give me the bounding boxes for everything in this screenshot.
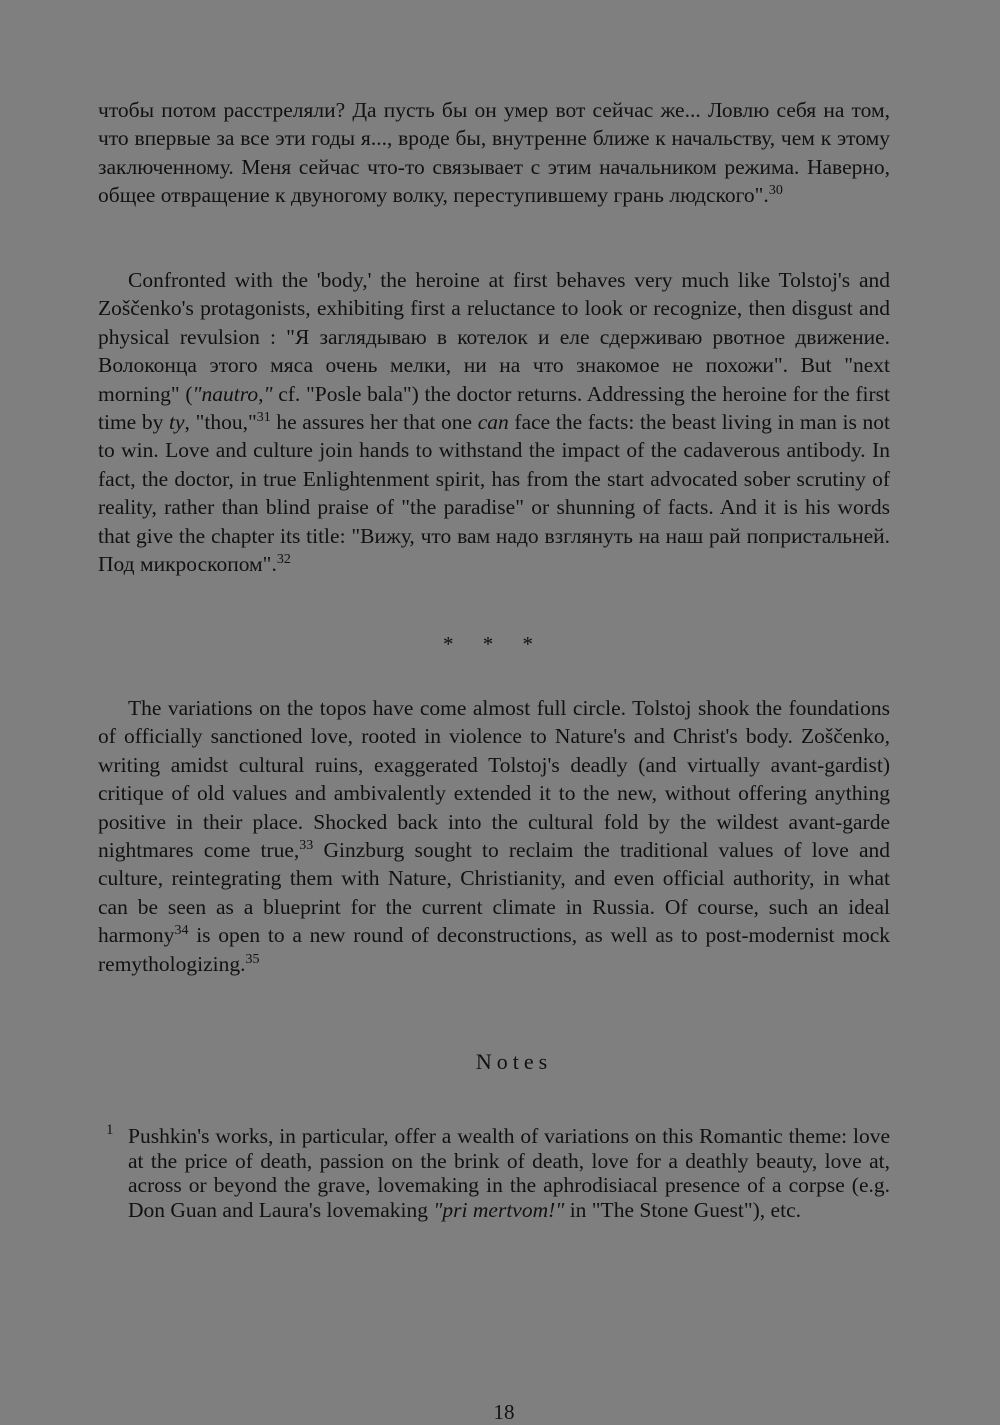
footnote-ref-32[interactable]: 32: [276, 552, 291, 568]
note-1-text-b: in "The Stone Guest"), etc.: [564, 1197, 801, 1222]
note-1: [108, 1124, 890, 1222]
notes-heading: Notes: [475, 1049, 553, 1074]
paragraph-2: [98, 266, 890, 578]
footnote-ref-33[interactable]: 33: [299, 838, 314, 854]
footnote-ref-30[interactable]: 30: [768, 183, 783, 199]
note-1-text-a: Pushkin's works, in particular, offer a wealth of variations on this Romantic theme: love at the price of death, passion on the brink of death, love for a deathly beauty, love at, across or beyond the grave, lovemaking in the aphrodisiacal presence of a corpse (e.g. Don Guan and Laura's lovemaking: [128, 1124, 890, 1222]
italic-ty: ty: [169, 410, 185, 435]
paragraph-3-text-b: Ginzburg sought to reclaim the traditional values of love and culture, reintegrating them with Nature, Christianity, and even official authority, in what can be seen as a blueprint for the current climate in Russia. Of course, such an ideal harmony: [98, 838, 890, 948]
page-number: 18: [493, 1400, 515, 1424]
paragraph-3-text-a: The variations on the topos have come almost full circle. Tolstoj shook the foundations of officially sanctioned love, rooted in violence to Nature's and Christ's body. Zoščenko, writing amidst cultural ruins, exaggerated Tolstoj's deadly (and virtually avant-gardist) critique of old values and ambivalently extended it to the new, without offering anything positive in their place. Shocked back into the cultural fold by the wildest avant-garde nightmares come true,: [98, 696, 890, 863]
paragraph-3: [98, 694, 890, 978]
italic-can: can: [477, 410, 509, 435]
note-1-text: [128, 1124, 890, 1222]
paragraph-1: [98, 96, 890, 210]
footnote-ref-34[interactable]: 34: [174, 923, 189, 939]
italic-pri-mertvom: "pri mertvom!": [433, 1197, 565, 1222]
section-separator: * * *: [443, 632, 545, 656]
footnote-ref-31[interactable]: 31: [256, 410, 271, 426]
italic-nautro: "nautro,": [192, 381, 273, 406]
footnote-ref-35[interactable]: 35: [245, 951, 260, 967]
paragraph-2-text-b: cf. "Posle bala") the doctor returns. Addressing the heroine for the first time by: [98, 381, 890, 435]
paragraph-2-text-e: face the facts: the beast living in man is not to win. Love and culture join hands to withstand the impact of the cadaverous antibody. In fact, the doctor, in true Enlightenment spirit, has from the start advocated sober scrutiny of reality, rather than blind praise of "the paradise" or shunning of facts. And it is his words that give the chapter its title: "Вижу, что вам надо взглянуть на наш рай попристальней. Под микроскопом".: [98, 410, 890, 577]
paragraph-1-text: чтобы потом расстреляли? Да пусть бы он умер вот сейчас же... Ловлю себя на том, что впервые за все эти годы я..., вроде бы, внутренне ближе к начальству, чем к этому заключенному. Меня сейчас что-то связывает с этим начальником режима. Наверно, общее отвращение к двуногому волку, переступившему грань людского".: [98, 98, 890, 208]
paragraph-2-text-c: , "thou,": [184, 410, 257, 435]
paragraph-2-text-d: he assures her that one: [270, 410, 478, 435]
note-1-number: 1: [106, 1122, 114, 1138]
paragraph-2-text-a: Confronted with the 'body,' the heroine at first behaves very much like Tolstoj's and Zoščenko's protagonists, exhibiting first a reluctance to look or recognize, then disgust and physical revulsion : "Я заглядываю в котелок и еле сдерживаю рвотное движение. Волоконца этого мяса очень мелки, ни на что знакомое не похожи". But "next morning" (: [98, 268, 890, 406]
paragraph-3-text-c: is open to a new round of deconstructions, as well as to post-modernist mock remythologizing.: [98, 923, 890, 976]
